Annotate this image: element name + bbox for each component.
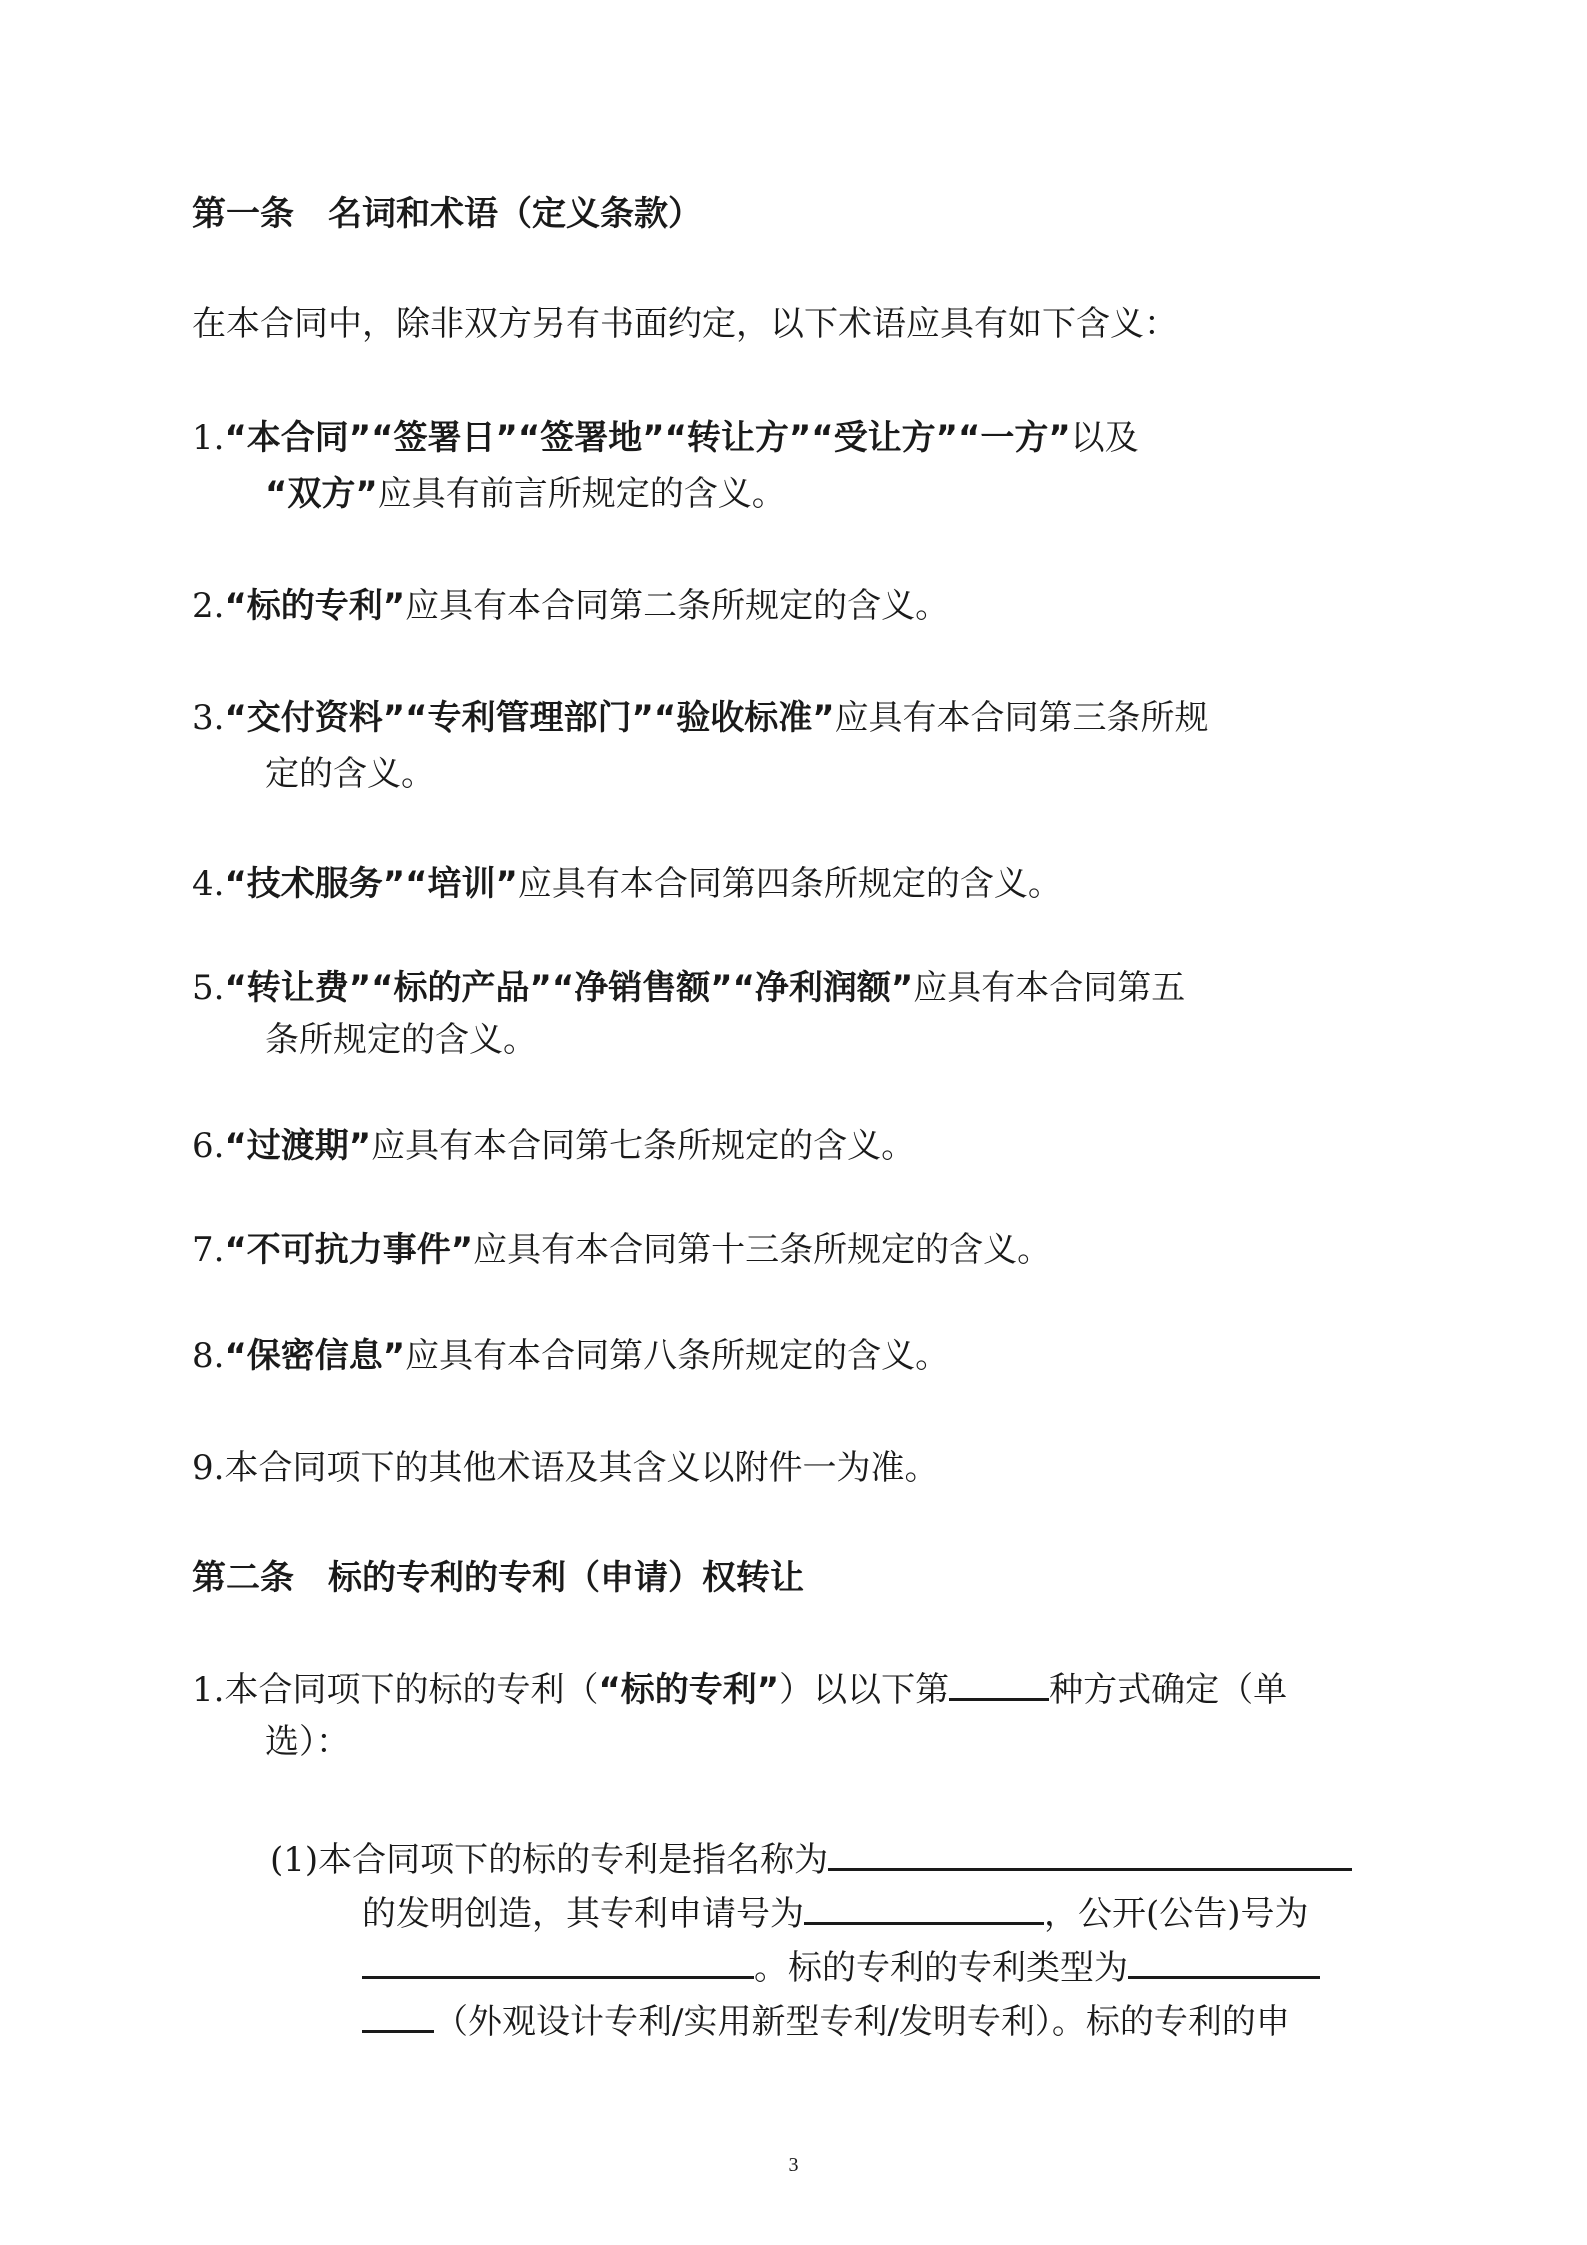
item-number: 1. <box>192 1670 225 1710</box>
term: “标的专利” <box>598 1670 780 1710</box>
term: “一方” <box>957 418 1071 458</box>
term: “双方” <box>265 474 378 514</box>
item-text: 本合同项下的标的专利是指名称为 <box>318 1840 829 1880</box>
sub-item-1-line-3 <box>362 1946 1320 1988</box>
term: “签署日” <box>371 418 518 458</box>
article-2-item-1 <box>192 1668 1287 1710</box>
patent-type-blank-cont[interactable] <box>362 2000 434 2033</box>
definition-item-1-cont <box>265 474 786 514</box>
term: “培训” <box>405 864 518 904</box>
article-1-intro: 在本合同中，除非双方另有书面约定，以下术语应具有如下含义： <box>192 304 1178 344</box>
term: “标的产品” <box>371 968 552 1008</box>
definition-item-5 <box>192 968 1185 1008</box>
item-text: 种方式确定（单 <box>1049 1670 1288 1710</box>
term: “不可抗力事件” <box>224 1230 474 1270</box>
item-number: 7. <box>192 1230 225 1270</box>
definition-item-3-cont: 定的含义。 <box>265 754 435 794</box>
term: “保密信息” <box>224 1336 406 1376</box>
term: “转让方” <box>664 418 812 458</box>
term: “受让方” <box>811 418 958 458</box>
item-text: 本合同项下的标的专利（ <box>224 1670 599 1710</box>
method-number-blank[interactable] <box>949 1668 1049 1701</box>
term: “过渡期” <box>224 1126 372 1166</box>
item-text: 应具有本合同第三条所规 <box>834 698 1209 738</box>
item-text: （外观设计专利/实用新型专利/发明专利）。标的专利的申 <box>434 2002 1290 2042</box>
item-text: 应具有本合同第十三条所规定的含义。 <box>473 1230 1052 1270</box>
item-text: 应具有本合同第四条所规定的含义。 <box>517 864 1062 904</box>
item-text: 。标的专利的专利类型为 <box>754 1948 1128 1988</box>
term: “技术服务” <box>224 864 406 904</box>
term: “签署地” <box>517 418 665 458</box>
page-number: 3 <box>788 2154 799 2176</box>
sub-item-1-line-1 <box>270 1838 1352 1880</box>
article-2-item-1-cont: 选）： <box>265 1722 350 1762</box>
item-text: 本合同项下的其他术语及其含义以附件一为准。 <box>224 1448 939 1488</box>
patent-name-blank[interactable] <box>828 1838 1352 1871</box>
item-number: 4. <box>192 864 225 904</box>
application-number-blank[interactable] <box>804 1892 1044 1925</box>
definition-item-1 <box>192 418 1139 458</box>
patent-type-blank[interactable] <box>1128 1946 1320 1979</box>
term: “验收标准” <box>653 698 835 738</box>
item-text: 应具有前言所规定的含义。 <box>377 474 786 514</box>
sub-item-1-line-2 <box>362 1892 1309 1934</box>
sub-item-1-line-4 <box>362 2000 1290 2042</box>
definition-item-2 <box>192 586 949 626</box>
item-number: 3. <box>192 698 225 738</box>
definition-item-7 <box>192 1230 1051 1270</box>
article-1-heading: 第一条 名词和术语（定义条款） <box>192 194 702 234</box>
item-text: 应具有本合同第八条所规定的含义。 <box>405 1336 950 1376</box>
term: “本合同” <box>224 418 372 458</box>
definition-item-8 <box>192 1336 949 1376</box>
item-text: 的发明创造，其专利申请号为 <box>362 1894 804 1934</box>
item-number: 2. <box>192 586 225 626</box>
item-number: 1. <box>192 418 225 458</box>
item-text: ）以以下第 <box>779 1670 950 1710</box>
definition-item-3 <box>192 698 1209 738</box>
item-text: 应具有本合同第七条所规定的含义。 <box>371 1126 916 1166</box>
item-number: 5. <box>192 968 225 1008</box>
item-text: 应具有本合同第二条所规定的含义。 <box>405 586 950 626</box>
item-number: 8. <box>192 1336 225 1376</box>
term: “净利润额” <box>732 968 914 1008</box>
sub-item-number: (1) <box>270 1840 319 1880</box>
term: “转让费” <box>224 968 372 1008</box>
term: “交付资料” <box>224 698 406 738</box>
term: “专利管理部门” <box>405 698 654 738</box>
publication-number-blank[interactable] <box>362 1946 754 1979</box>
item-number: 6. <box>192 1126 225 1166</box>
definition-item-4 <box>192 864 1062 904</box>
item-text: 应具有本合同第五 <box>913 968 1186 1008</box>
definition-item-9 <box>192 1448 938 1488</box>
definition-item-6 <box>192 1126 915 1166</box>
item-text: 以及 <box>1070 418 1139 458</box>
item-number: 9. <box>192 1448 225 1488</box>
term: “净销售额” <box>551 968 733 1008</box>
article-2-heading: 第二条 标的专利的专利（申请）权转让 <box>192 1558 804 1598</box>
term: “标的专利” <box>224 586 406 626</box>
item-text: ，公开(公告)号为 <box>1044 1894 1309 1934</box>
definition-item-5-cont: 条所规定的含义。 <box>265 1020 537 1060</box>
